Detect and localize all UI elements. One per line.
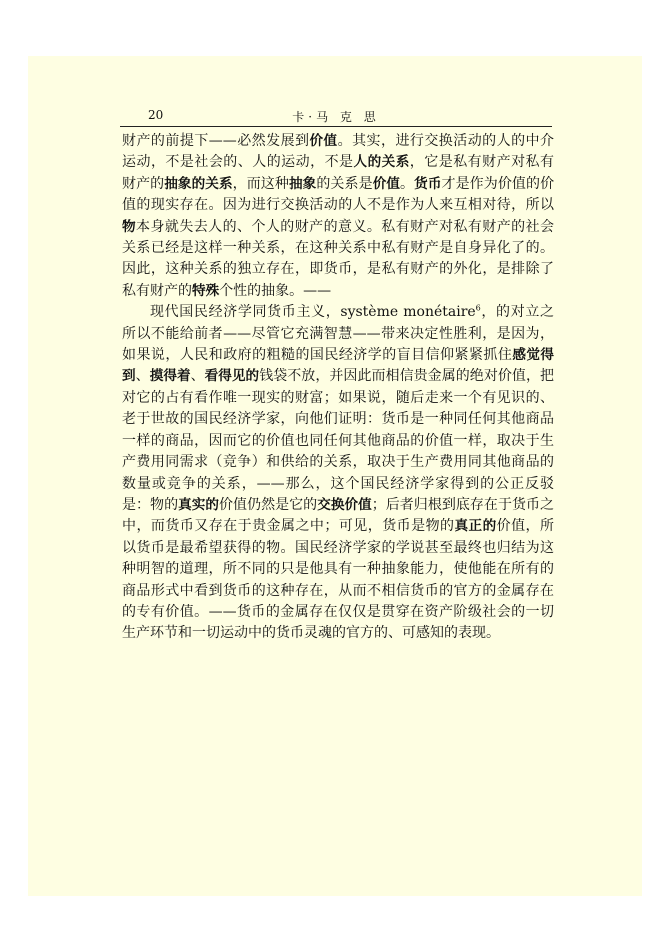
text-span: 财产的前提下——必然发展到	[122, 133, 310, 149]
body-text	[122, 131, 554, 645]
emphasis: 摸得着	[149, 368, 191, 385]
emphasis: 交换价值	[317, 496, 372, 513]
text-span: ，而这种	[232, 175, 289, 192]
paragraph-2	[122, 302, 554, 645]
running-title: 卡·马 克 思	[292, 110, 380, 124]
text-span: 个性的抽象。——	[219, 282, 332, 299]
text-span: 、	[190, 368, 205, 385]
emphasis: 真正的	[454, 518, 497, 535]
emphasis: 特殊	[192, 282, 220, 299]
emphasis: 物	[122, 218, 137, 235]
emphasis: 价值	[309, 133, 338, 149]
emphasis: 价值	[372, 175, 401, 192]
text-span: 才是作为价值的价值的现实存在。因为进行交换活动的人不是作为人来互相对待，所以	[122, 175, 555, 214]
text-span: 、	[135, 368, 150, 385]
page-number: 20	[148, 108, 164, 122]
paragraph-1	[122, 131, 554, 302]
emphasis: 抽象的关系	[164, 175, 233, 192]
text-span: 价值仍然是它的	[219, 496, 318, 513]
emphasis: 感觉得到	[122, 347, 555, 385]
text-span: 本身就失去人的、个人的财产的意义。私有财产对私有财产的社会关系已经是这样一种关系，在这种关系中私有财产是自身异化了的。因此，这种关系的独立存在，即货币，是私有财产的外化，是排除了私有财产的	[122, 218, 555, 299]
text-span: 。其实，进行交换活动的人的中介运动，不是社会的、人的运动，不是	[122, 133, 555, 171]
text-span: 的关系是	[316, 175, 373, 192]
emphasis: 人的关系	[353, 154, 410, 171]
text-span: 现代国民经济学同货币主义，système monétaire	[150, 304, 476, 321]
text-span: 。	[400, 175, 415, 192]
text-span: 钱袋不放，并因此而相信贵金属的绝对价值，把对它的占有看作唯一现实的财富；如果说，随后走来一个有见识的、老于世故的国民经济学家，向他们证明：货币是一种同任何其他商品一样的商品，因而它的价值也同任何其他商品的价值一样，取决于生产费用同需求（竞争）和供给的关系，取决于生产费用同其他商品的数量或竞争的关系，——那么，这个国民经济学家得到的公正反驳是：物的	[122, 368, 555, 513]
emphasis: 货币	[414, 175, 442, 192]
footnote-marker[interactable]: 6	[475, 303, 481, 313]
emphasis: 抽象	[288, 175, 317, 192]
text-span: 价值，所以货币是最希望获得的物。国民经济学家的学说甚至最终也归结为这种明智的道理，所不同的只是他具有一种抽象能力，使他能在所有的商品形式中看到货币的这种存在，从而不相信货币的官方的金属存在的专有价值。——货币的金属存在仅仅是贯穿在资产阶级社会的一切生产环节和一切运动中的货币灵魂的官方的、可感知的表现。	[122, 518, 555, 642]
page-header	[120, 106, 552, 127]
text-span: ，它是私有财产对私有财产的	[122, 154, 555, 192]
text-span: ，的对立之所以不能给前者——尽管它充满智慧——带来决定性胜利，是因为，如果说，人民和政府的粗糙的国民经济学的盲目信仰紧紧抓住	[122, 304, 554, 364]
emphasis: 看得见的	[204, 368, 260, 385]
text-span: ；后者归根到底存在于货币之中，而货币又存在于贵金属之中；可见，货币是物的	[122, 496, 555, 535]
emphasis: 真实的	[178, 496, 219, 513]
